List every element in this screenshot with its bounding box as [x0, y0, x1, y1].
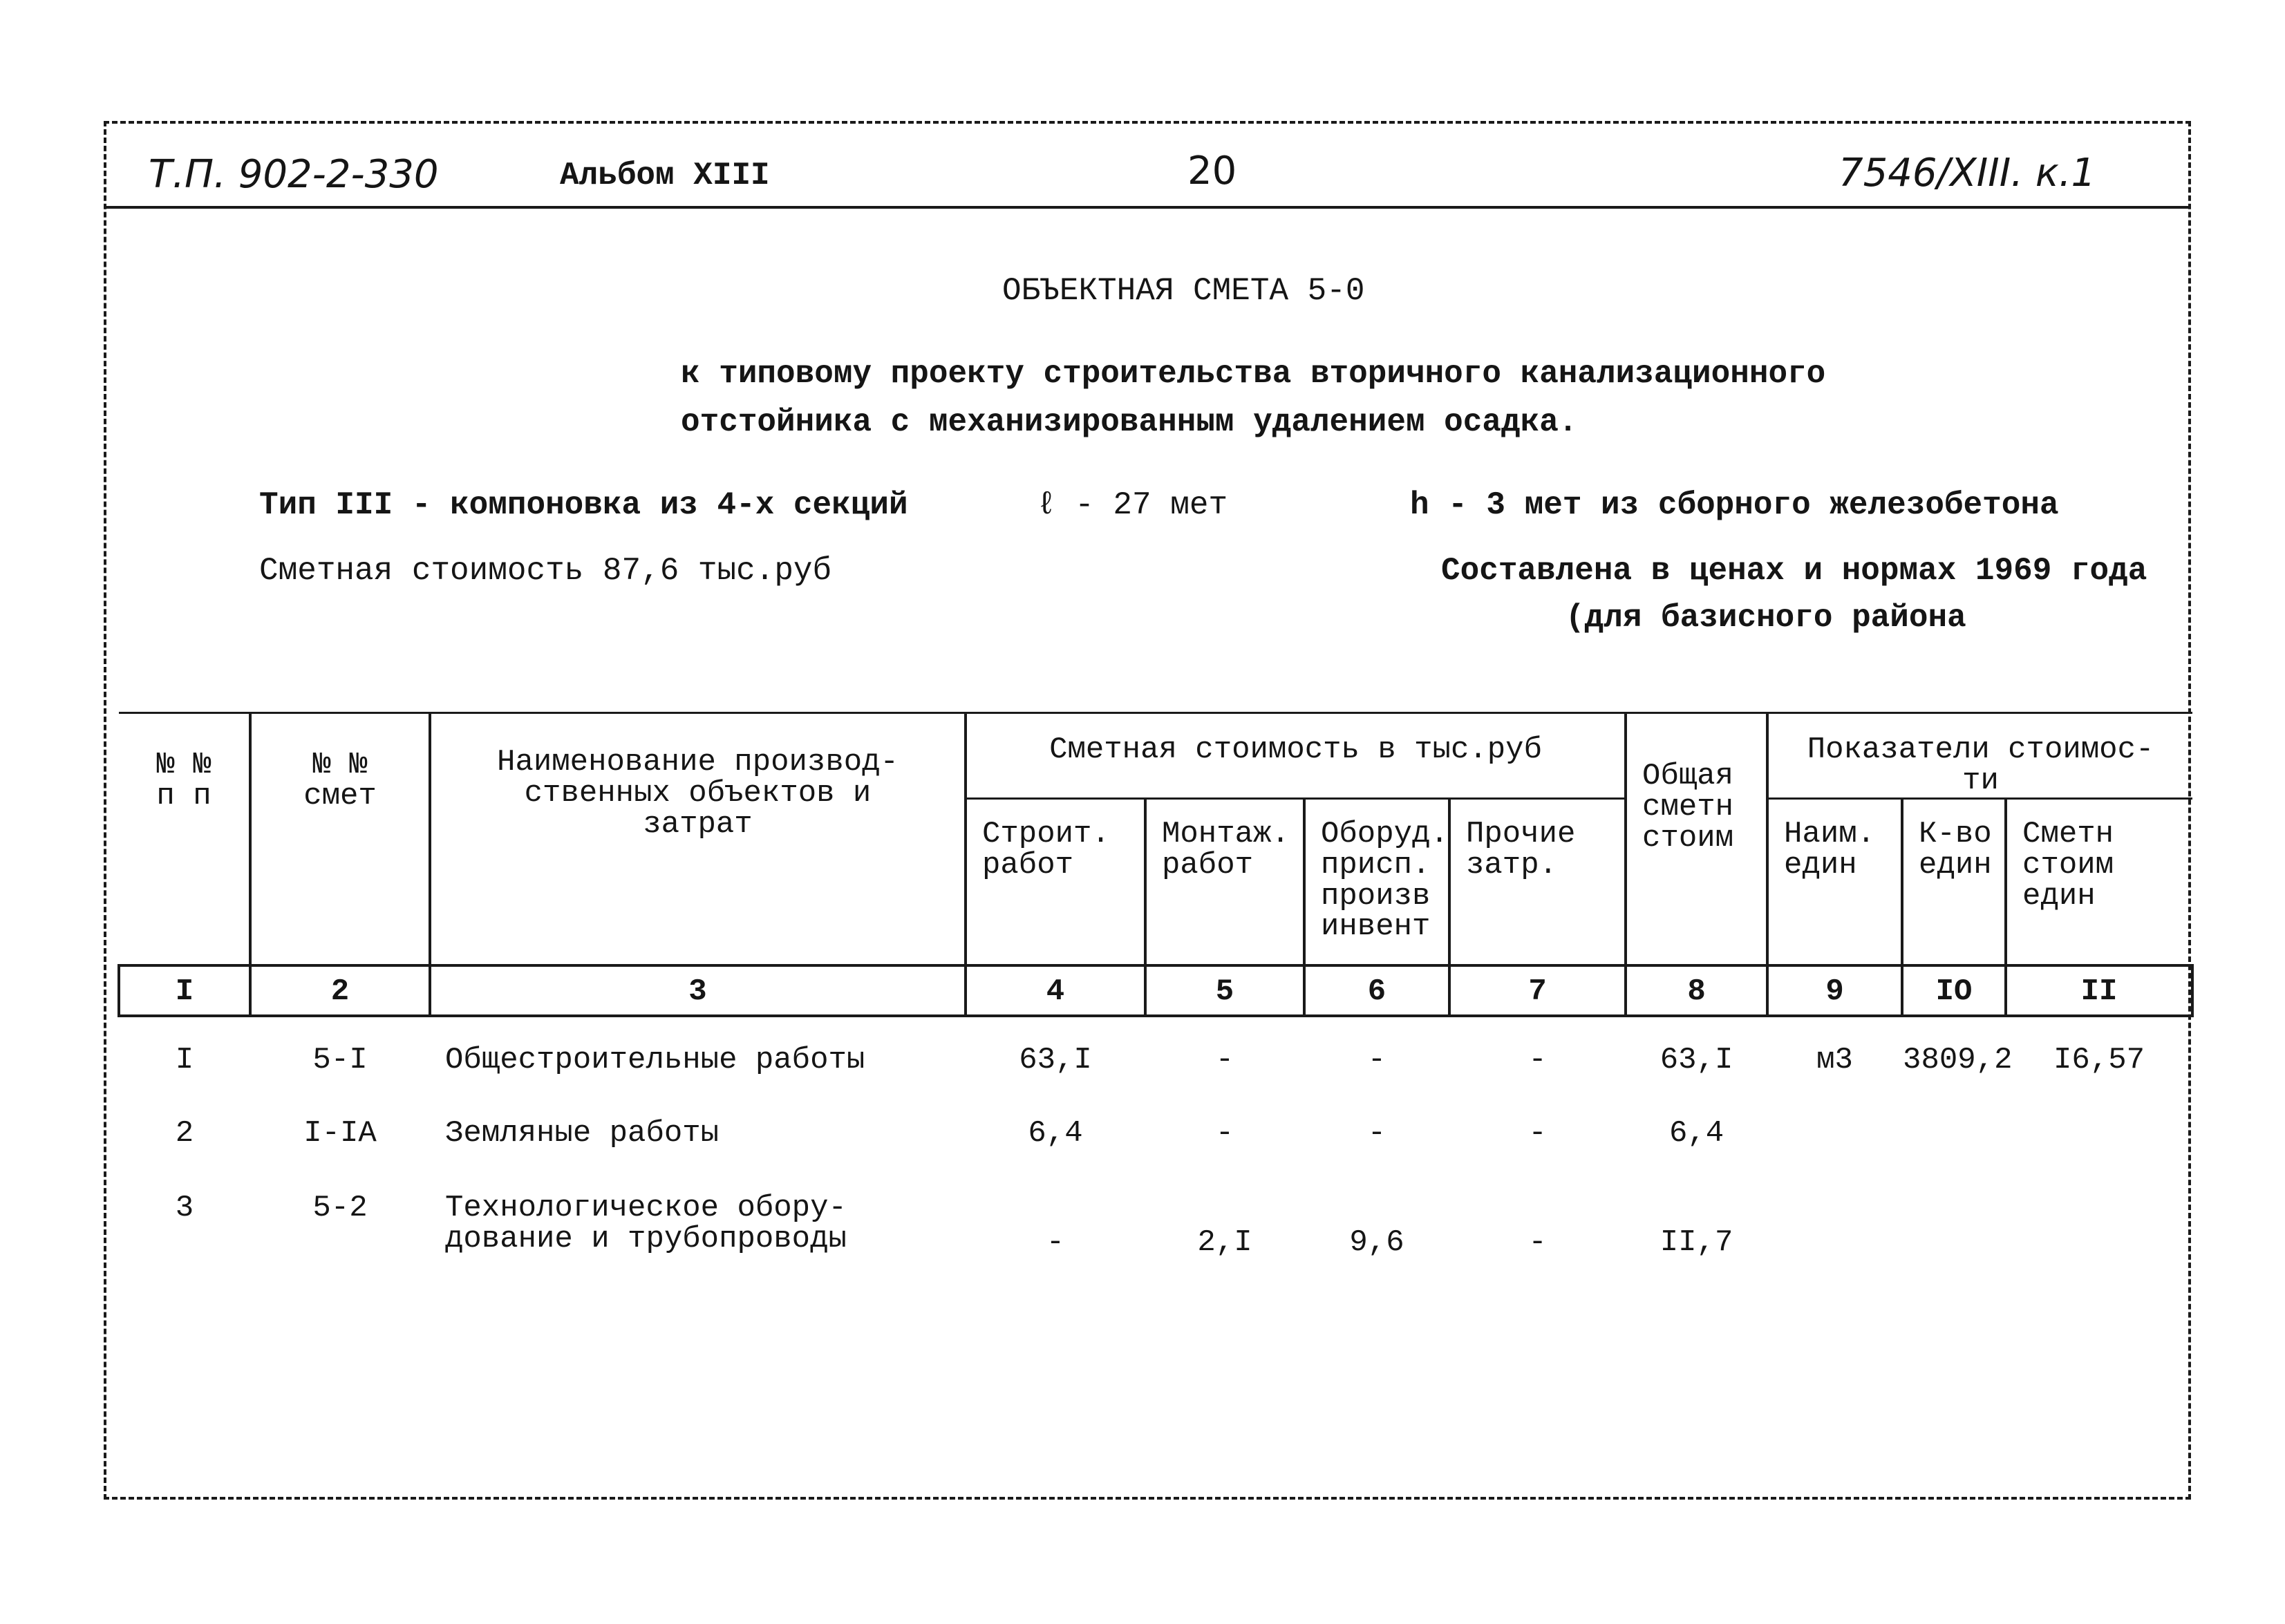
cell-unit-name: м3: [1816, 1043, 1853, 1078]
header-cost-group: Сметная стоимость в тыс.руб: [966, 713, 1626, 799]
column-number: 6: [1304, 965, 1449, 1016]
header-indicators-group: Показатели стоимос- ти: [1767, 713, 2192, 799]
type-layout: Тип III - компоновка из 4-х секций: [259, 487, 908, 523]
cell-total: 63,I: [1659, 1043, 1733, 1078]
subtitle-line-1: к типовому проекту строительства вторичного канализационного: [681, 356, 1826, 392]
estimate-table: [117, 712, 2194, 1269]
cell-unit-name: [1767, 1165, 1902, 1269]
cell-other: -: [1528, 1225, 1547, 1261]
header-object-name: Наименование производ- ственных объектов и затрат: [430, 713, 966, 966]
cell-other: -: [1528, 1043, 1547, 1078]
cell-installation: -: [1215, 1116, 1234, 1151]
cell-total: II,7: [1659, 1225, 1733, 1261]
column-number: 9: [1767, 965, 1902, 1016]
cell-unit-name: [1767, 1090, 1902, 1165]
estimated-cost: Сметная стоимость 87,6 тыс.руб: [259, 553, 832, 589]
cell-construction: 63,I: [1019, 1043, 1092, 1078]
cell-installation: -: [1215, 1043, 1234, 1078]
cell-installation: 2,I: [1197, 1225, 1252, 1261]
subtitle-line-2: отстойника с механизированным удалением осадка.: [681, 404, 1578, 440]
column-number: 5: [1145, 965, 1304, 1016]
length-param: ℓ - 27 мет: [1037, 487, 1228, 523]
column-number: 8: [1626, 965, 1767, 1016]
cell-estimate-number: 5-I: [312, 1043, 368, 1078]
cell-unit-quantity: 3809,2: [1903, 1043, 2013, 1078]
cell-unit-cost: [2006, 1090, 2192, 1165]
cell-unit-quantity: [1902, 1090, 2006, 1165]
inventory-code: 7546/XIII. к.1: [1839, 151, 2096, 196]
column-number: II: [2006, 965, 2192, 1016]
header-other-costs: Прочие затр.: [1449, 798, 1626, 965]
page-number: 20: [1187, 149, 1237, 193]
table-row: [119, 1090, 2192, 1165]
column-number: I: [119, 965, 250, 1016]
prices-note-line-1: Составлена в ценах и нормах 1969 года: [1441, 553, 2147, 589]
column-number: 7: [1449, 965, 1626, 1016]
cell-object-name: Технологическое обору- дование и трубопроводы: [445, 1191, 847, 1256]
header-row-number: № № п п: [119, 713, 250, 966]
column-number: IO: [1902, 965, 2006, 1016]
cell-total: 6,4: [1668, 1116, 1724, 1151]
header-total-cost: Общая сметн стоим: [1626, 713, 1767, 966]
cell-object-name: Общестроительные работы: [445, 1043, 865, 1078]
cell-row-number: I: [175, 1043, 194, 1078]
document-title: ОБЪЕКТНАЯ СМЕТА 5-0: [1002, 273, 1365, 309]
cell-estimate-number: I-IA: [303, 1116, 377, 1151]
cell-construction: -: [1046, 1225, 1065, 1261]
table-row: [119, 1165, 2192, 1269]
cell-unit-quantity: [1902, 1165, 2006, 1269]
column-number: 4: [966, 965, 1145, 1016]
table-row: [119, 1016, 2192, 1090]
cell-unit-cost: [2006, 1165, 2192, 1269]
cell-other: -: [1528, 1116, 1547, 1151]
header-installation-works: Монтаж. работ: [1145, 798, 1304, 965]
header-unit-cost: Сметн стоим един: [2006, 798, 2192, 965]
cell-row-number: 3: [175, 1191, 194, 1226]
header-unit-quantity: К-во един: [1902, 798, 2006, 965]
cell-row-number: 2: [175, 1116, 194, 1151]
cell-equipment: 9,6: [1349, 1225, 1404, 1261]
cell-unit-cost: I6,57: [2053, 1043, 2145, 1078]
cell-construction: 6,4: [1028, 1116, 1083, 1151]
cell-estimate-number: 5-2: [312, 1191, 368, 1226]
cell-equipment: -: [1367, 1116, 1386, 1151]
header-construction-works: Строит. работ: [966, 798, 1145, 965]
column-number: 2: [250, 965, 430, 1016]
header-divider: [104, 206, 2191, 209]
header-equipment: Оборуд. присп. произв инвент: [1304, 798, 1449, 965]
height-param: h - 3 мет из сборного железобетона: [1410, 487, 2059, 523]
header-estimate-number: № № смет: [250, 713, 430, 966]
header-unit-name: Наим. един: [1767, 798, 1902, 965]
cell-equipment: -: [1367, 1043, 1386, 1078]
album-label: Альбом XIII: [560, 158, 770, 193]
cell-object-name: Земляные работы: [445, 1116, 720, 1151]
prices-note-line-2: (для базисного района: [1565, 600, 1966, 636]
column-number: 3: [430, 965, 966, 1016]
project-code: Т.П. 902-2-330: [149, 152, 439, 197]
